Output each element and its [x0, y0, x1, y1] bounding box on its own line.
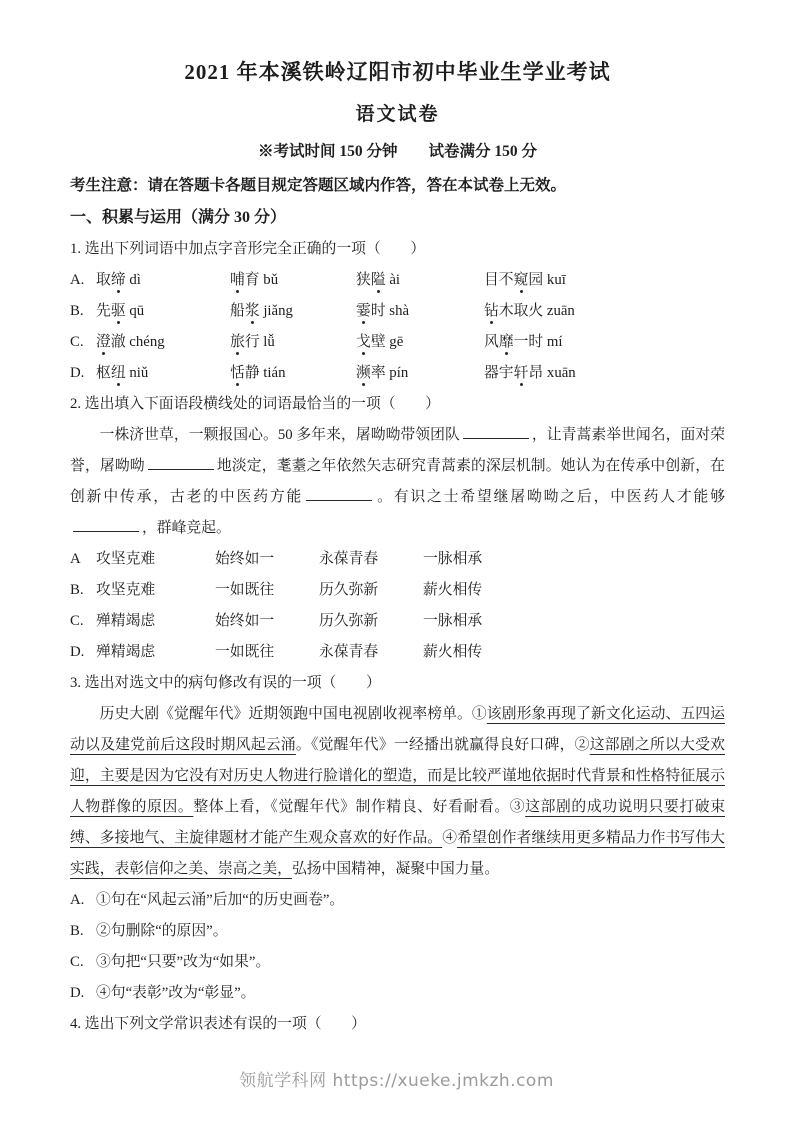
option-item: 攻坚克难: [96, 551, 156, 567]
exam-info: ※考试时间 150 分钟 试卷满分 150 分: [257, 143, 537, 160]
option-label: B.: [70, 923, 84, 939]
question-3-option-b: [70, 916, 725, 947]
option-item: 器宇轩昂 xuān: [484, 365, 576, 381]
question-2-stem: 2. 选出填入下面语段横线处的词语最恰当的一项（ ）: [70, 396, 440, 412]
option-item: 哺育 bǔ: [230, 272, 279, 288]
option-item: 历久弥新: [319, 613, 379, 629]
option-item: 枢纽 niǔ: [96, 365, 149, 381]
option-item: 濒率 pín: [356, 365, 409, 381]
option-item: 澄澈 chéng: [96, 334, 165, 350]
question-2-passage: 一株济世草，一颗报国心。50 多年来，屠呦呦带领团队 ，让青蒿素举世闻名，面对荣誉，屠呦呦 地淡定，耄耋之年依然矢志研究青蒿素的深层机制。她认为在传承中创新，在创新中传承，古老的中医药方能 。有识之士希望继屠呦呦之后，中医药人才能够 ，群峰竞起。: [70, 420, 725, 544]
option-item: 一如既往: [215, 644, 275, 660]
option-label: C.: [70, 613, 84, 629]
option-item: 历久弥新: [319, 582, 379, 598]
option-item: 狭隘 ài: [356, 272, 401, 288]
question-2-option-c: [70, 606, 725, 637]
option-item: 薪火相传: [423, 582, 483, 598]
option-item: 取缔 dì: [96, 272, 141, 288]
option-item: 船浆 jiǎng: [230, 303, 293, 319]
question-1-stem: 1. 选出下列词语中加点字音形完全正确的一项（ ）: [70, 241, 426, 257]
option-item: 永葆青春: [319, 644, 379, 660]
option-item: 始终如一: [215, 613, 275, 629]
option-item: 钻木取火 zuān: [484, 303, 575, 319]
exam-subtitle: 语文试卷: [355, 104, 440, 125]
question-3-option-c: [70, 947, 725, 978]
answer-blank: [306, 486, 372, 501]
option-item: 薪火相传: [423, 644, 483, 660]
question-1-option-a: [70, 265, 725, 296]
question-1: [70, 234, 725, 389]
option-label: B.: [70, 303, 84, 319]
candidate-notice: 考生注意：请在答题卡各题目规定答题区域内作答，答在本试卷上无效。: [70, 177, 567, 194]
option-text: ④句“表彰”改为“彰显”。: [96, 985, 256, 1001]
option-label: B.: [70, 582, 84, 598]
option-text: ③句把“只要”改为“如果”。: [96, 954, 271, 970]
answer-blank: [148, 455, 214, 470]
option-label: A: [70, 551, 81, 567]
exam-title: 2021 年本溪铁岭辽阳市初中毕业生学业考试: [184, 60, 611, 84]
option-label: A.: [70, 892, 85, 908]
option-label: A.: [70, 272, 85, 288]
answer-blank: [463, 424, 529, 439]
option-item: 始终如一: [215, 551, 275, 567]
option-text: ②句删除“的原因”。: [96, 923, 228, 939]
option-item: 攻坚克难: [96, 582, 156, 598]
option-label: D.: [70, 365, 85, 381]
question-1-option-c: [70, 327, 725, 358]
option-item: 永葆青春: [319, 551, 379, 567]
question-2-option-d: [70, 637, 725, 668]
answer-blank: [73, 517, 139, 532]
option-item: 一脉相承: [423, 613, 483, 629]
option-text: ①句在“风起云涌”后加“的历史画卷”。: [96, 892, 345, 908]
question-4: [70, 1009, 725, 1040]
option-label: C.: [70, 954, 84, 970]
option-item: 一脉相承: [423, 551, 483, 567]
option-item: 戈壁 gē: [356, 334, 404, 350]
question-2-option-b: [70, 575, 725, 606]
question-3-stem: 3. 选出对选文中的病句修改有误的一项（ ）: [70, 675, 381, 691]
option-item: 殚精竭虑: [96, 613, 156, 629]
page-watermark: 领航学科网 https://xueke.jmkzh.com: [239, 1071, 554, 1091]
question-3-option-a: [70, 885, 725, 916]
option-item: 一如既往: [215, 582, 275, 598]
question-4-stem: 4. 选出下列文学常识表述有误的一项（ ）: [70, 1016, 366, 1032]
option-item: 目不窥园 kuī: [484, 272, 566, 288]
section-heading: 一、积累与运用（满分 30 分）: [70, 209, 287, 226]
option-label: C.: [70, 334, 84, 350]
option-item: 风靡一时 mí: [484, 334, 563, 350]
question-2-option-a: [70, 544, 725, 575]
question-2: [70, 389, 725, 668]
option-item: 霎时 shà: [356, 303, 410, 319]
question-1-option-b: [70, 296, 725, 327]
option-item: 殚精竭虑: [96, 644, 156, 660]
option-label: D.: [70, 644, 85, 660]
question-3-passage: 历史大剧《觉醒年代》近期领跑中国电视剧收视率榜单。①该剧形象再现了新文化运动、五四运动以及建党前后这段时期风起云涌。《觉醒年代》一经播出就赢得良好口碑，②这部剧之所以大受欢迎，主要是因为它没有对历史人物进行脸谱化的塑造，而是比较严谨地依据时代背景和性格特征展示人物群像的原因。整体上看，《觉醒年代》制作精良、好看耐看。③这部剧的成功说明只要打破束缚、多接地气、主旋律题材才能产生观众喜欢的好作品。④希望创作者继续用更多精品力作书写伟大实践，表彰信仰之美、崇高之美，弘扬中国精神，凝聚中国力量。: [70, 706, 725, 877]
question-3-option-d: [70, 978, 725, 1009]
question-3: [70, 668, 725, 1009]
option-item: 先驱 qū: [96, 303, 145, 319]
option-label: D.: [70, 985, 85, 1001]
option-item: 旅行 lǚ: [230, 334, 275, 350]
option-item: 恬静 tián: [230, 365, 286, 381]
question-1-option-d: [70, 358, 725, 389]
